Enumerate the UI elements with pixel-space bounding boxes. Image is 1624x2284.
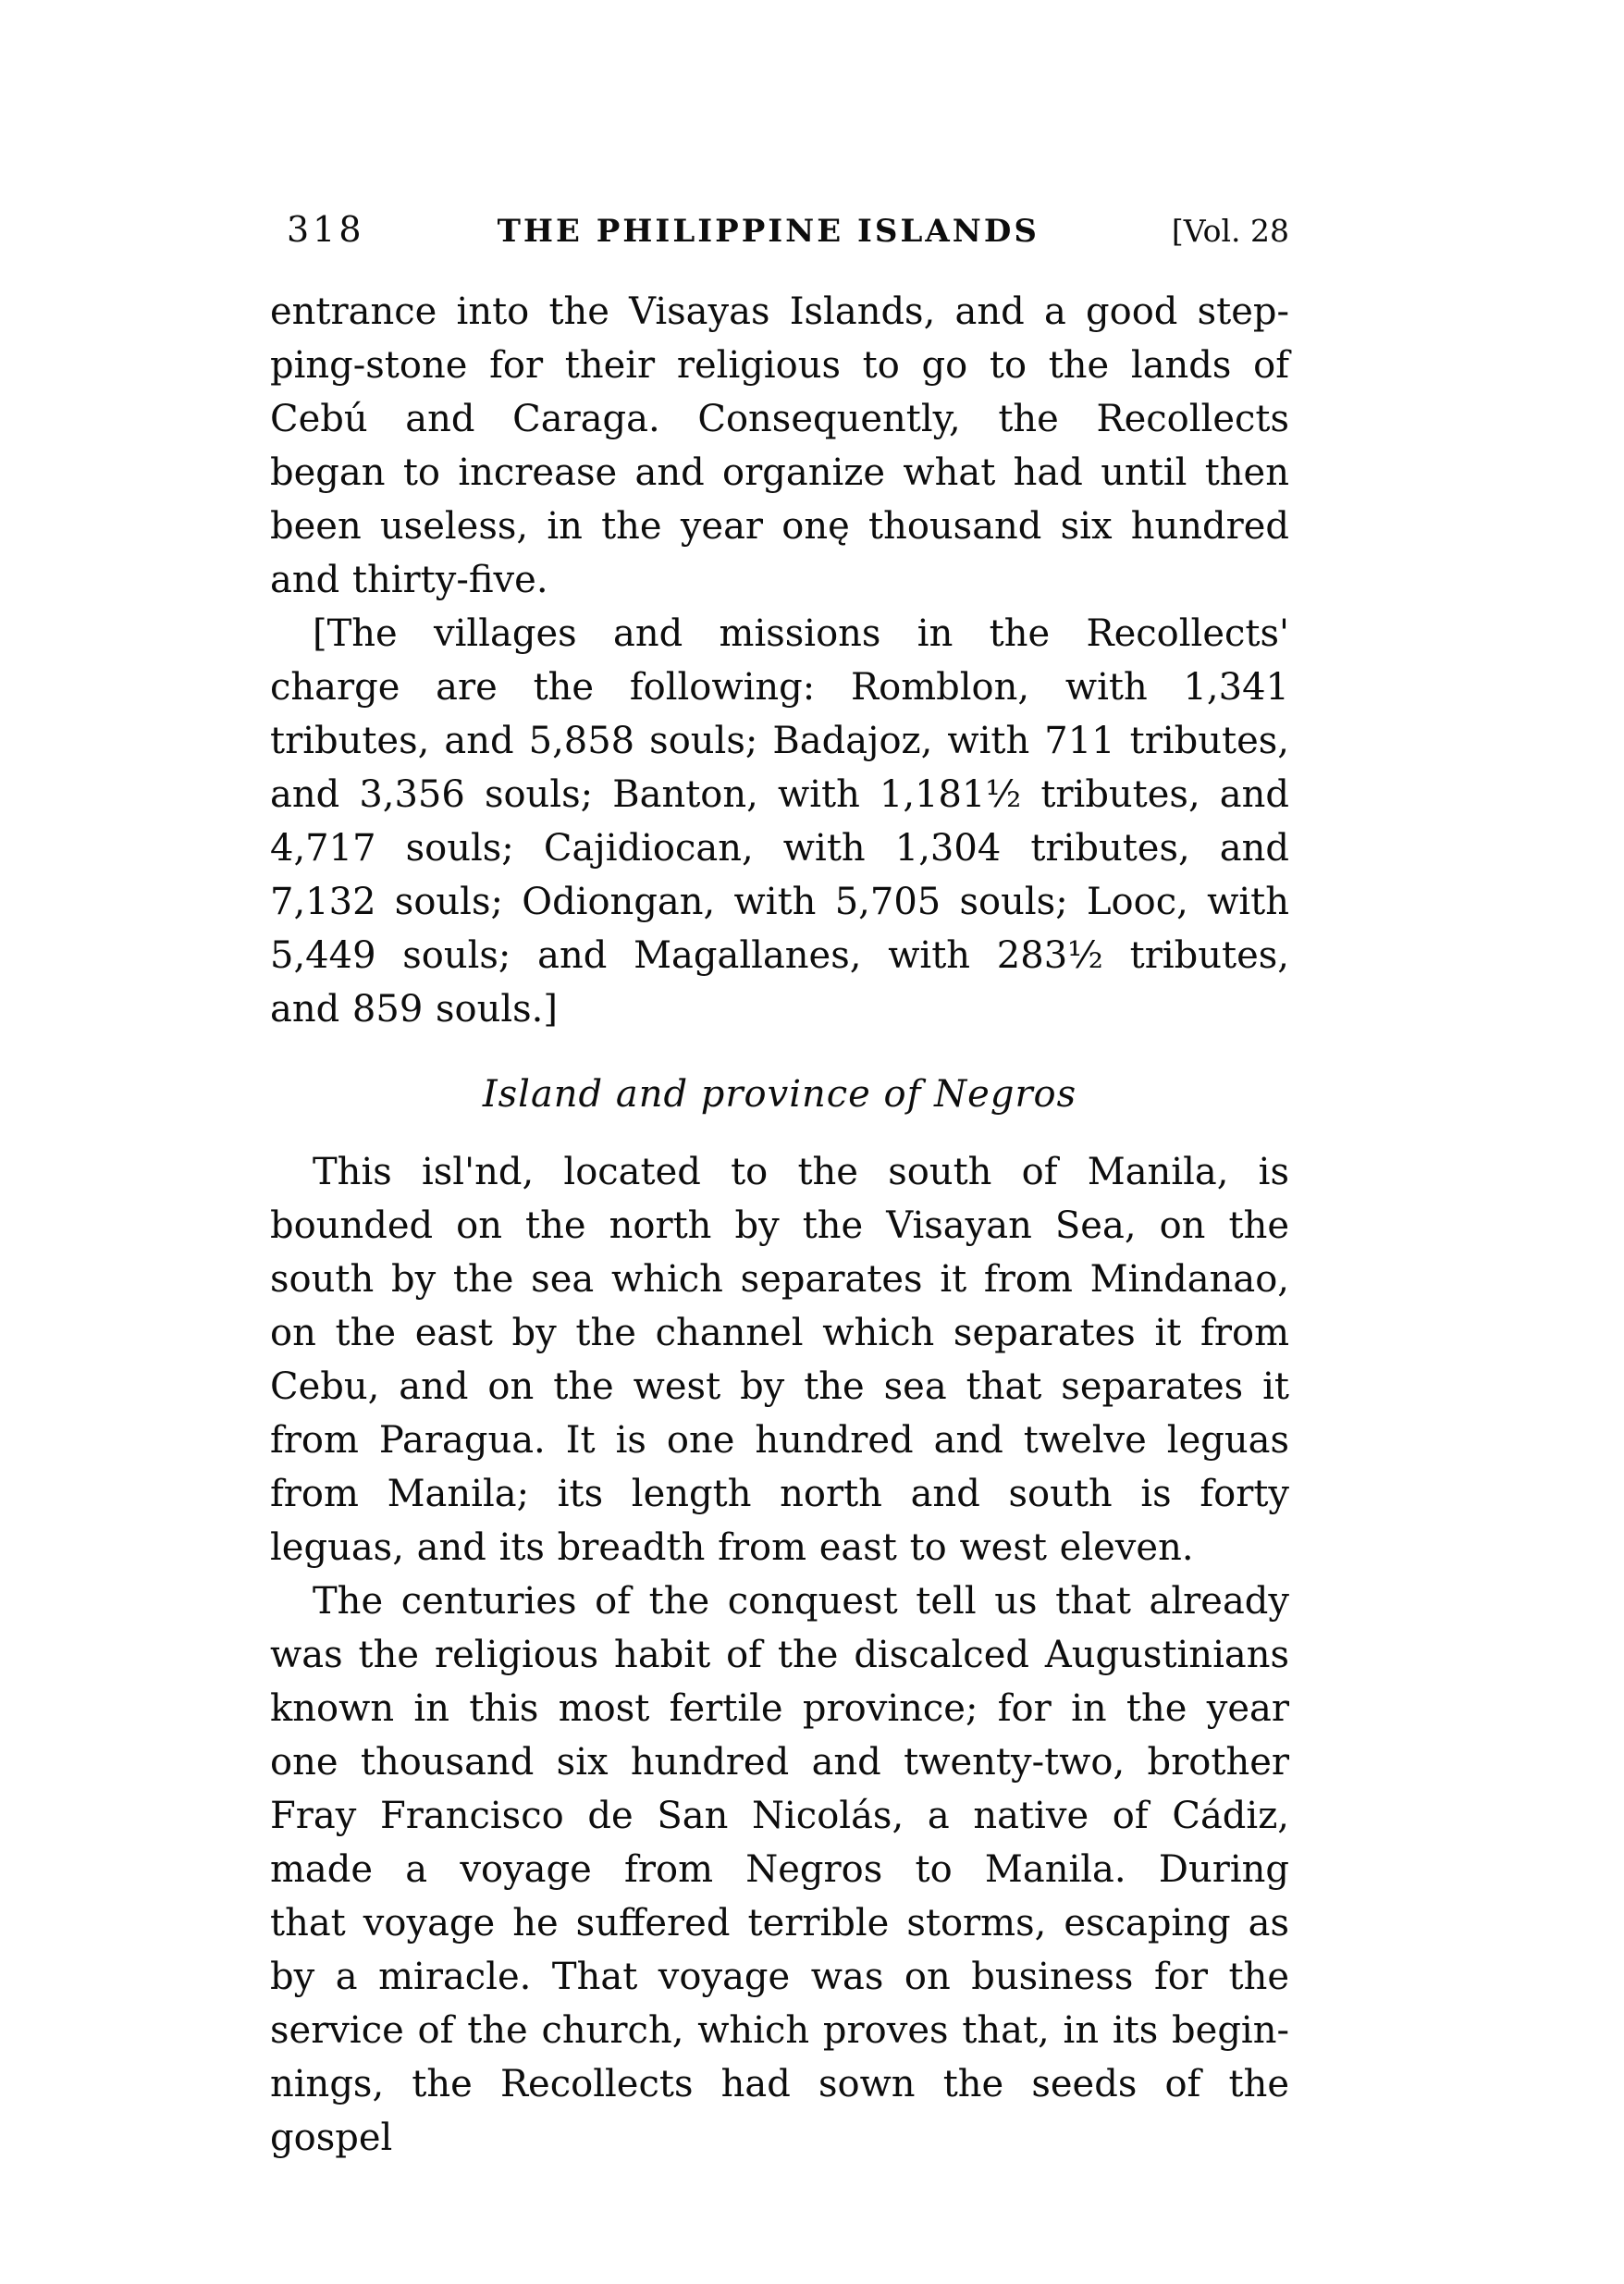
text-line: charge are the following: Romblon, with 1,341 bbox=[270, 666, 1289, 709]
text-paragraph-continuation bbox=[270, 285, 1289, 607]
text-line: from Paragua. It is one hundred and twelve leguas bbox=[270, 1419, 1289, 1462]
text-line: known in this most fertile province; for in the year bbox=[270, 1687, 1289, 1730]
text-line: leguas, and its breadth from east to west eleven. bbox=[270, 1526, 1194, 1569]
text-line: tributes, and 5,858 souls; Badajoz, with 711 tributes, bbox=[270, 720, 1289, 762]
text-block bbox=[270, 209, 1289, 2159]
text-line: began to increase and organize what had until then bbox=[270, 451, 1289, 494]
text-line: Fray Francisco de San Nicolás, a native of Cádiz, bbox=[270, 1795, 1289, 1837]
text-line: ping-stone for their religious to go to the lands of bbox=[270, 344, 1289, 387]
text-paragraph-island-description bbox=[270, 1145, 1289, 1574]
text-line: Cebú and Caraga. Consequently, the Recollects bbox=[270, 398, 1289, 440]
volume-label: [Vol. 28 bbox=[1171, 213, 1289, 249]
text-line: from Manila; its length north and south is forty bbox=[270, 1473, 1289, 1515]
text-line: 7,132 souls; Odiongan, with 5,705 souls; Looc, with bbox=[270, 881, 1289, 923]
running-title: THE PHILIPPINE ISLANDS bbox=[497, 213, 1040, 250]
text-line: entrance into the Visayas Islands, and a good step- bbox=[270, 290, 1289, 333]
text-line: The centuries of the conquest tell us that already bbox=[313, 1580, 1289, 1623]
text-line: made a voyage from Negros to Manila. During bbox=[270, 1848, 1289, 1891]
text-line: [The villages and missions in the Recollects' bbox=[313, 612, 1289, 655]
text-line: that voyage he suffered terrible storms, escaping as bbox=[270, 1902, 1289, 1944]
text-line: This isl'nd, located to the south of Manila, is bbox=[313, 1151, 1289, 1193]
text-line: and 3,356 souls; Banton, with 1,181½ tributes, and bbox=[270, 773, 1289, 816]
text-line: been useless, in the year onę thousand six hundred bbox=[270, 505, 1289, 548]
text-paragraph-conquest-history bbox=[270, 1574, 1289, 2159]
text-line: nings, the Recollects had sown the seeds of the gospel bbox=[270, 2063, 1289, 2159]
text-paragraph-villages-missions bbox=[270, 607, 1289, 1036]
text-line: on the east by the channel which separates it from bbox=[270, 1312, 1289, 1354]
text-line: Cebu, and on the west by the sea that separates it bbox=[270, 1365, 1289, 1408]
text-line: 5,449 souls; and Magallanes, with 283½ tributes, bbox=[270, 934, 1289, 977]
page-body bbox=[270, 285, 1289, 2159]
text-line: and 859 souls.] bbox=[270, 988, 559, 1031]
text-line: service of the church, which proves that, in its begin- bbox=[270, 2009, 1289, 2052]
running-header bbox=[270, 209, 1289, 250]
page-number: 318 bbox=[287, 209, 365, 250]
text-line: was the religious habit of the discalced Augustinians bbox=[270, 1634, 1289, 1676]
text-line: by a miracle. That voyage was on business for the bbox=[270, 1956, 1289, 1998]
text-line: one thousand six hundred and twenty-two, brother bbox=[270, 1741, 1289, 1784]
text-line: 4,717 souls; Cajidiocan, with 1,304 tributes, and bbox=[270, 827, 1289, 870]
text-line: south by the sea which separates it from Mindanao, bbox=[270, 1258, 1289, 1301]
text-line: and thirty-five. bbox=[270, 559, 548, 601]
section-heading: Island and province of Negros bbox=[482, 1073, 1077, 1116]
text-line: bounded on the north by the Visayan Sea, on the bbox=[270, 1204, 1289, 1247]
